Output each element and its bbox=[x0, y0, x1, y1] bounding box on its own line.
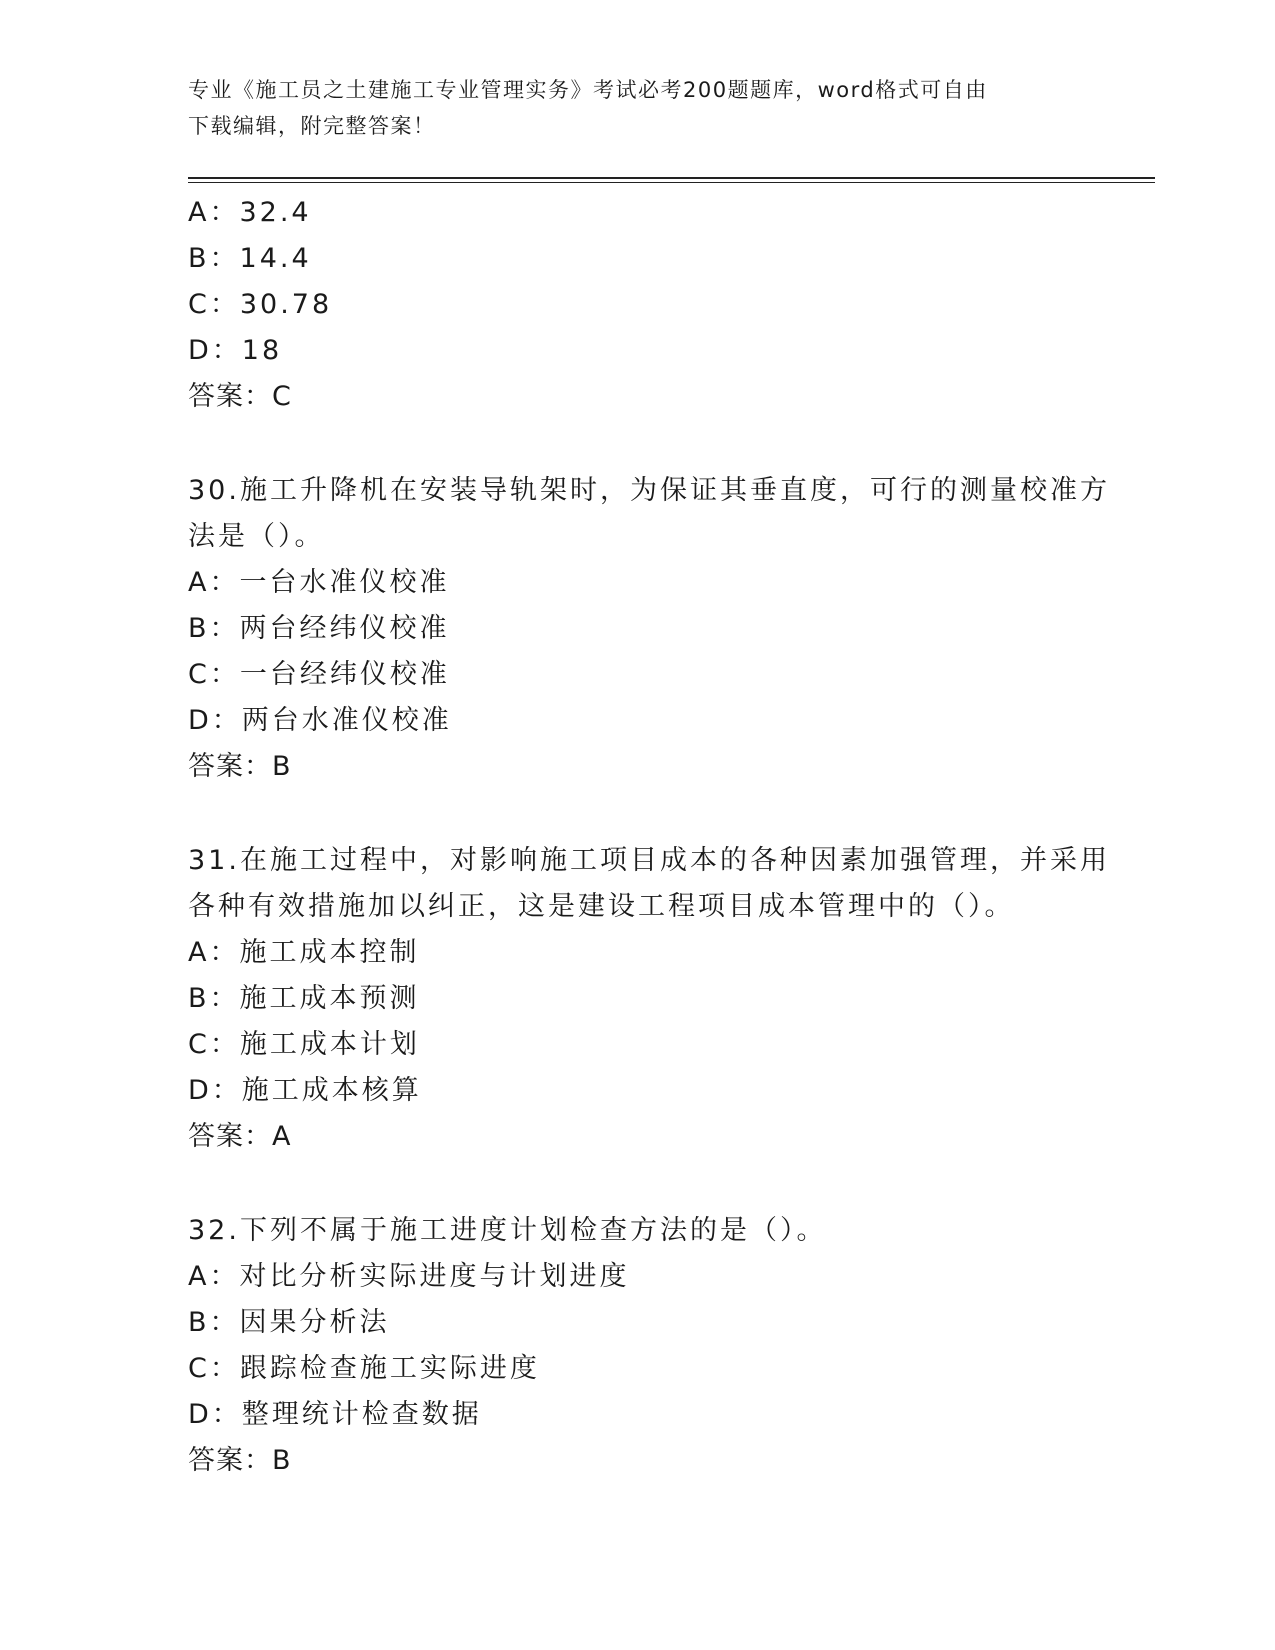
option-b: B：14.4 bbox=[188, 243, 312, 274]
header-rule-thin bbox=[188, 182, 1155, 183]
spacer bbox=[188, 790, 1088, 838]
option-b: B：因果分析法 bbox=[188, 1307, 390, 1338]
option-b: B：施工成本预测 bbox=[188, 983, 420, 1014]
option-c: C：施工成本计划 bbox=[188, 1029, 420, 1060]
option-b: B：两台经纬仪校准 bbox=[188, 613, 450, 644]
question-stem-cont: 各种有效措施加以纠正，这是建设工程项目成本管理中的（）。 bbox=[188, 891, 1015, 922]
header-line-2: 下载编辑，附完整答案！ bbox=[188, 114, 436, 138]
answer-line: 答案：C bbox=[188, 381, 292, 412]
question-stem: 31.在施工过程中，对影响施工项目成本的各种因素加强管理，并采用 bbox=[188, 845, 1110, 876]
question-stem: 32.下列不属于施工进度计划检查方法的是（）。 bbox=[188, 1215, 827, 1246]
spacer bbox=[188, 1160, 1088, 1208]
spacer bbox=[188, 420, 1088, 468]
option-a: A：施工成本控制 bbox=[188, 937, 420, 968]
header-line-1: 专业《施工员之土建施工专业管理实务》考试必考200题题库，word格式可自由 bbox=[188, 78, 988, 102]
answer-line: 答案：B bbox=[188, 1445, 292, 1476]
option-d: D：整理统计检查数据 bbox=[188, 1399, 482, 1430]
question-29 bbox=[188, 190, 1088, 420]
question-stem: 30.施工升降机在安装导轨架时，为保证其垂直度，可行的测量校准方 bbox=[188, 475, 1110, 506]
answer-line: 答案：A bbox=[188, 1121, 292, 1152]
option-d: D：两台水准仪校准 bbox=[188, 705, 452, 736]
option-d: D：施工成本核算 bbox=[188, 1075, 422, 1106]
question-30 bbox=[188, 468, 1110, 790]
option-a: A：对比分析实际进度与计划进度 bbox=[188, 1261, 630, 1292]
option-a: A：32.4 bbox=[188, 197, 312, 228]
option-d: D：18 bbox=[188, 335, 283, 366]
option-c: C：跟踪检查施工实际进度 bbox=[188, 1353, 540, 1384]
header-rule-thick bbox=[188, 177, 1155, 179]
option-c: C：一台经纬仪校准 bbox=[188, 659, 450, 690]
document-header bbox=[188, 72, 1068, 144]
answer-line: 答案：B bbox=[188, 751, 292, 782]
question-list bbox=[188, 190, 1110, 1484]
question-31 bbox=[188, 838, 1110, 1160]
question-stem-cont: 法是（）。 bbox=[188, 521, 325, 552]
option-a: A：一台水准仪校准 bbox=[188, 567, 450, 598]
question-32 bbox=[188, 1208, 1088, 1484]
option-c: C：30.78 bbox=[188, 289, 333, 320]
